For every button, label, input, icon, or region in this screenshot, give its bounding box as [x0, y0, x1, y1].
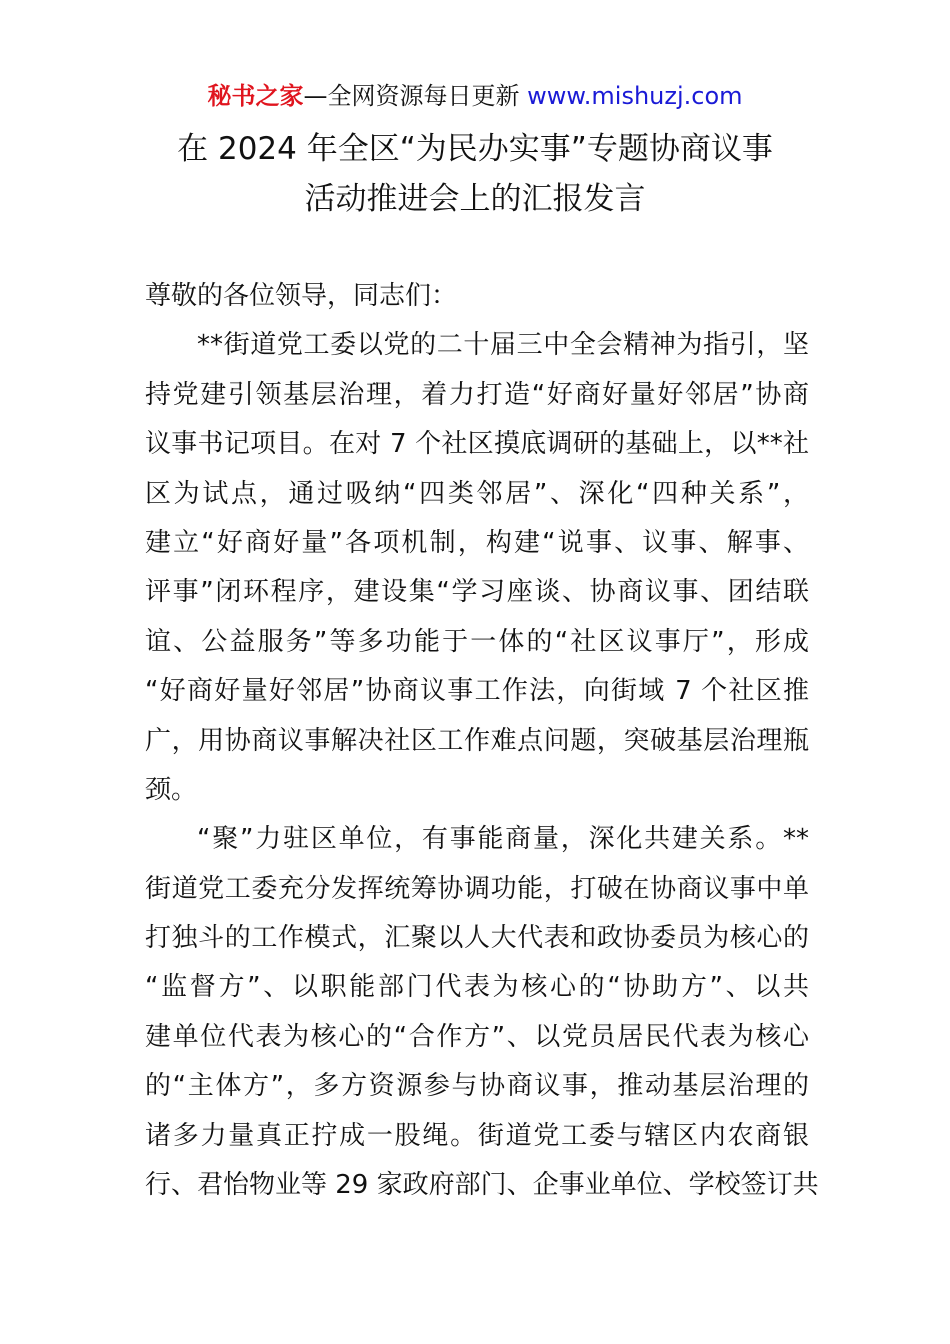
site-tagline: —全网资源每日更新	[303, 82, 528, 110]
title-line-2: 活动推进会上的汇报发言	[304, 181, 646, 217]
paragraph-line: 行、君怡物业等 29 家政府部门、企事业单位、学校签订共	[145, 1170, 819, 1201]
paragraph-line: 打独斗的工作模式，汇聚以人大代表和政协委员为核心的	[145, 923, 809, 954]
site-banner	[0, 80, 950, 112]
paragraph-line: **街道党工委以党的二十届三中全会精神为指引，坚	[197, 330, 809, 361]
paragraph-line: 街道党工委充分发挥统筹协调功能，打破在协商议事中单	[145, 873, 809, 904]
paragraph-line: 颈。	[145, 774, 198, 805]
paragraph-line: 议事书记项目。在对 7 个社区摸底调研的基础上，以**社	[145, 429, 809, 460]
site-name: 秘书之家	[207, 82, 304, 110]
paragraph-line: 广，用协商议事解决社区工作难点问题，突破基层治理瓶	[145, 725, 809, 756]
paragraph-line: “监督方”、以职能部门代表为核心的“协助方”、以共	[145, 972, 809, 1003]
title-line-1: 在 2024 年全区“为民办实事”专题协商议事	[177, 131, 773, 167]
paragraph-line: 建单位代表为核心的“合作方”、以党员居民代表为核心	[145, 1021, 809, 1052]
paragraph-line: “聚”力驻区单位，有事能商量，深化共建关系。**	[197, 824, 809, 855]
paragraph-line: 评事”闭环程序，建设集“学习座谈、协商议事、团结联	[145, 577, 809, 608]
paragraph-line: 诸多力量真正拧成一股绳。街道党工委与辖区内农商银	[145, 1120, 809, 1151]
site-url-link[interactable]: www.mishuzj.com	[527, 82, 743, 110]
paragraph-line: 谊、公益服务”等多功能于一体的“社区议事厅”，形成	[145, 626, 809, 657]
paragraph-line: 建立“好商好量”各项机制，构建“说事、议事、解事、	[145, 527, 809, 558]
document-body	[145, 272, 819, 1210]
paragraph-line: “好商好量好邻居”协商议事工作法，向街域 7 个社区推	[145, 676, 809, 707]
paragraph-line: 持党建引领基层治理，着力打造“好商好量好邻居”协商	[145, 379, 809, 410]
paragraph-line: 的“主体方”，多方资源参与协商议事，推动基层治理的	[145, 1071, 809, 1102]
salutation: 尊敬的各位领导，同志们：	[145, 281, 458, 311]
document-title	[0, 124, 950, 224]
paragraph-line: 区为试点，通过吸纳“四类邻居”、深化“四种关系”，	[145, 478, 809, 509]
